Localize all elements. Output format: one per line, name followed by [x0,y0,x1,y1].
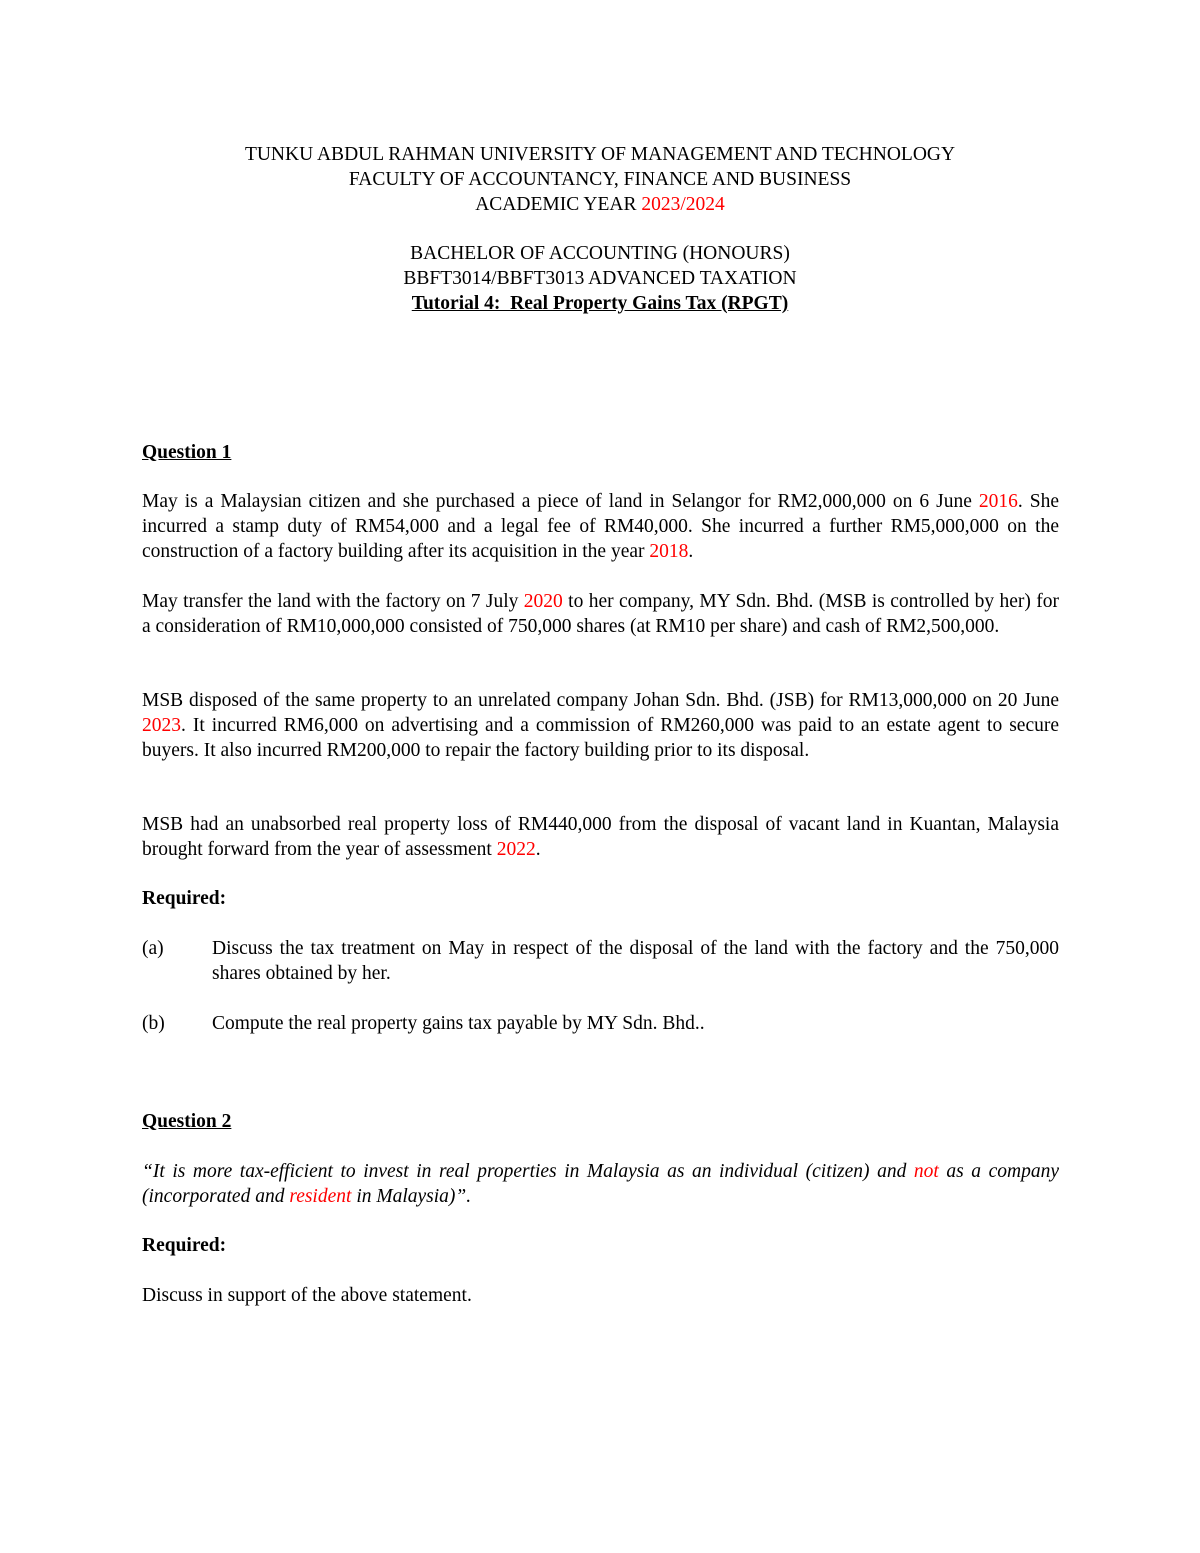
item-label: (b) [142,1013,165,1034]
document-header [0,142,1200,217]
year-2023: 2023 [142,715,181,736]
item-text: Compute the real property gains tax payable by MY Sdn. Bhd.. [212,1013,705,1034]
question-2-required: Required: [142,1235,227,1256]
course-header [0,241,1200,316]
question-1-paragraph-4: MSB had an unabsorbed real property loss of RM440,000 from the disposal of vacant land in Kuantan, Malaysia brought forward from the year of assessment 2022. [142,814,1059,860]
university-name: TUNKU ABDUL RAHMAN UNIVERSITY OF MANAGEMENT AND TECHNOLOGY [244,144,956,165]
question-1-paragraph-1: May is a Malaysian citizen and she purchased a piece of land in Selangor for RM2,000,000 on 6 June 2016. She incurred a stamp duty of RM54,000 and a legal fee of RM40,000. She incurred a further RM5,000,000 on the construction of a factory building after its acquisition in the year 2018. [142,491,1059,562]
programme-name: BACHELOR OF ACCOUNTING (HONOURS) [410,243,790,264]
tutorial-title: Tutorial 4: Real Property Gains Tax (RPGT) [411,293,789,314]
academic-year-value: 2023/2024 [641,194,725,215]
year-2020: 2020 [523,591,563,612]
question-2-title: Question 2 [142,1111,232,1132]
item-label: (a) [142,938,164,959]
academic-year [0,192,1200,217]
highlight-resident: resident [289,1186,352,1207]
faculty-name: FACULTY OF ACCOUNTANCY, FINANCE AND BUSINESS [348,169,852,190]
question-1-required: Required: [142,888,227,909]
year-2022: 2022 [496,839,536,860]
item-text: Discuss the tax treatment on May in respect of the disposal of the land with the factory and the 750,000 shares obtained by her. [212,938,1059,984]
highlight-not: not [913,1161,939,1182]
question-1-paragraph-2: May transfer the land with the factory on 7 July 2020 to her company, MY Sdn. Bhd. (MSB is controlled by her) for a consideration of RM10,000,000 consisted of 750,000 shares (at RM10 per share) and cash of RM2,500,000. [142,591,1059,637]
question-1-paragraph-3: MSB disposed of the same property to an unrelated company Johan Sdn. Bhd. (JSB) for RM13,000,000 on 20 June 2023. It incurred RM6,000 on advertising and a commission of RM260,000 was paid to an estate agent to secure buyers. It also incurred RM200,000 to repair the factory building prior to its disposal. [142,690,1059,761]
question-2-quote: “It is more tax-efficient to invest in real properties in Malaysia as an individual (citizen) and not as a company (incorporated and resident in Malaysia)”. [142,1161,1059,1207]
question-1-title: Question 1 [142,442,232,463]
course-code: BBFT3014/BBFT3013 ADVANCED TAXATION [403,268,797,289]
year-2018: 2018 [649,541,689,562]
question-2-instruction: Discuss in support of the above statement. [142,1285,472,1306]
year-2016: 2016 [978,491,1018,512]
academic-year-label: ACADEMIC YEAR [475,194,642,215]
